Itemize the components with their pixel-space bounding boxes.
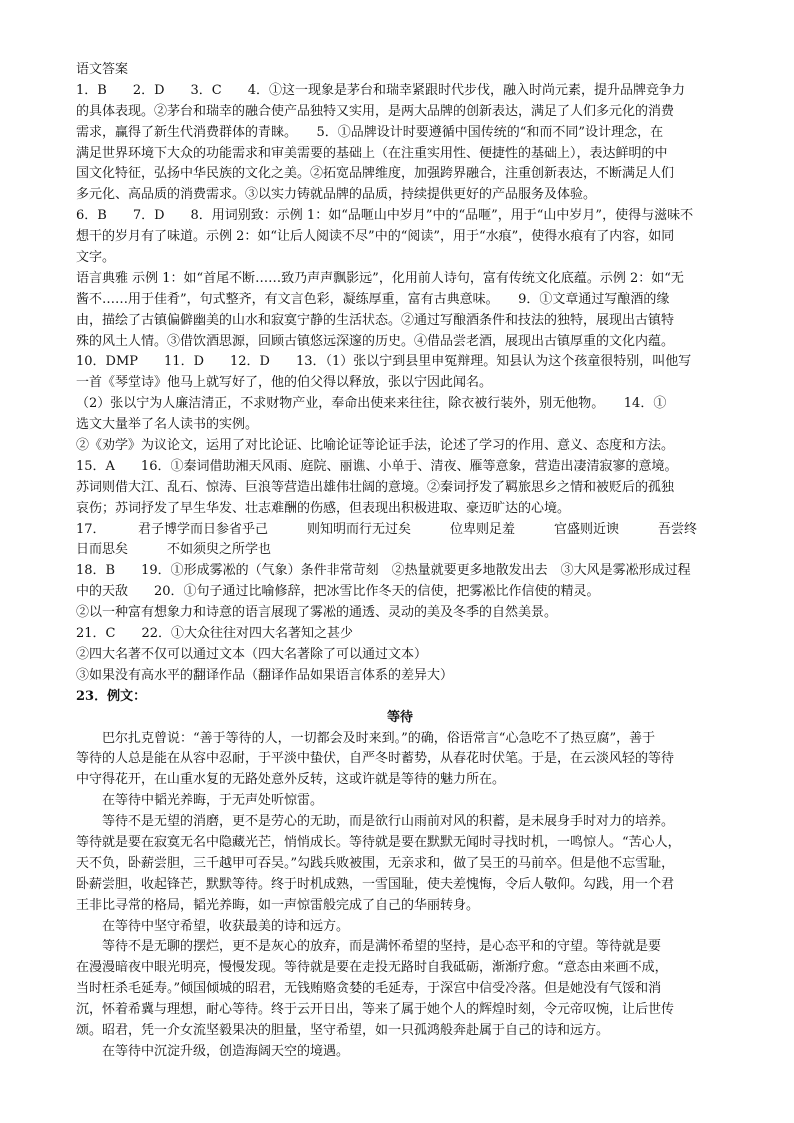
- essay-subheading: 在等待中韬光养晦，于无声处听惊雷。: [102, 793, 324, 809]
- essay-paragraph-line: 等待不是无望的消磨，更不是劳心的无助，而是欲行山雨前对风的积蓄，是未展身手时对力的培养。: [102, 814, 675, 830]
- essay-subheading: 在等待中坚守希望，收获最美的诗和远方。: [102, 918, 350, 934]
- text-line: 语言典雅 示例 1：如“首尾不断……致乃声声飘影远”，化用前人诗句，富有传统文化底蕴。示例 2：如“无: [76, 270, 684, 286]
- text-line: 21．C 22．①大众往往对四大名著知之甚少: [76, 626, 354, 642]
- text-line: 满足世界环境下大众的功能需求和审美需要的基础上（在注重实用性、便捷性的基础上），表达鲜明的中: [76, 145, 668, 161]
- text-line: ③如果没有高水平的翻译作品（翻译作品如果语言体系的差异大）: [76, 667, 454, 683]
- text-line: 选文大量举了名人读书的实例。: [76, 417, 259, 433]
- text-line: 18．B 19．①形成雾凇的（气象）条件非常苛刻 ②热量就要更多地散发出去 ③大风是雾凇形成过程: [76, 563, 691, 579]
- essay-paragraph-line: 中守得花开，在山重水复的无路处意外反转，这或许就是等待的魅力所在。: [76, 772, 506, 788]
- answer-document: [76, 60, 724, 1063]
- essay-paragraph-line: 王非比寻常的格局，韬光养晦，如一声惊雷般完成了自己的华丽转身。: [76, 897, 480, 913]
- text-line: 多元化、高品质的消费需求。③以实力铸就品牌的品质，持续提供更好的产品服务及体验。: [76, 187, 597, 203]
- text-line: ②以一种富有想象力和诗意的语言展现了雾凇的通透、灵动的美及冬季的自然美景。: [76, 605, 558, 621]
- essay-subheading: 在等待中沉淀升级，创造海阔天空的境遇。: [102, 1043, 350, 1059]
- text-line: 哀伤；苏词抒发了早生华发、壮志难酬的伤感，但表现出积极进取、豪迈旷达的心境。: [76, 500, 571, 516]
- text-line: 中的天敌 20．①句子通过比喻修辞，把冰雪比作冬天的信使，把雾凇比作信使的精灵。: [76, 584, 600, 600]
- text-line: ②四大名著不仅可以通过文本（四大名著除了可以通过文本）: [76, 646, 428, 662]
- text-line: 17． 君子博学而日参省乎己 则知明而行无过矣 位卑则足羞 官盛则近谀 吾尝终: [76, 521, 698, 537]
- text-line: 文字。: [76, 250, 116, 266]
- essay-paragraph-line: 天不负，卧薪尝胆，三千越甲可吞吴。”勾践兵败被围，无亲求和，做了吴王的马前卒。但是他不忘雪耻，: [76, 855, 675, 871]
- text-line: 酱不……用于佳肴”，句式整齐，有文言色彩，凝练厚重，富有古典意味。 9．①文章通过写酿酒的缘: [76, 291, 670, 307]
- essay-paragraph-line: 等待的人总是能在从容中忍耐，于平淡中蛰伏，自严冬时蓄势，从春花时伏笔。于是，在云淡风轻的等待: [76, 751, 675, 767]
- essay-paragraph-line: 颂。昭君，凭一介女流坚毅果决的胆量，坚守希望，如一只孤鸿般奔赴属于自己的诗和远方。: [76, 1022, 610, 1038]
- text-line: 6．B 7．D 8．用词别致：示例 1：如“品咂山中岁月”中的“品咂”，用于“山中岁月”，使得与滋味不: [76, 208, 694, 224]
- essay-label: 23．例文：: [76, 688, 147, 704]
- text-line: 国文化特征，弘扬中华民族的文化之美。②拓宽品牌维度，加强跨界融合，注重创新表达，不断满足人们: [76, 166, 675, 182]
- text-line: 日而思矣 不如须臾之所学也: [76, 542, 272, 558]
- text-line: 1．B 2．D 3．C 4．①这一现象是茅台和瑞幸紧跟时代步伐，融入时尚元素，提升品牌竞争力: [76, 82, 686, 98]
- text-line: （2）张以宁为人廉洁清正，不求财物产业，奉命出使来来往往，除衣被行装外，别无他物。 14．①: [76, 396, 667, 412]
- text-line: 一首《琴堂诗》他马上就写好了，他的伯父得以释放，张以宁因此闻名。: [76, 375, 493, 391]
- text-line: 想干的岁月有了味道。示例 2：如“让后人阅读不尽”中的“阅读”，用于“水痕”，使得水痕有了内容，如同: [76, 229, 675, 245]
- essay-paragraph-line: 当时枉杀毛延寿。”倾国倾城的昭君，无钱贿赂贪婪的毛延寿，于深宫中信受冷落。但是她没有气馁和消: [76, 981, 662, 997]
- essay-paragraph-line: 巴尔扎克曾说：“善于等待的人，一切都会及时来到。”的确，俗语常言“心急吃不了热豆腐”，善于: [102, 730, 656, 746]
- text-line: 需求，赢得了新生代消费群体的青睐。 5．①品牌设计时要遵循中国传统的“和而不同”设计理念，在: [76, 124, 664, 140]
- text-line: ②《劝学》为议论文，运用了对比论证、比喻论证等论证手法，论述了学习的作用、意义、态度和方法。: [76, 438, 675, 454]
- essay-paragraph-line: 在漫漫暗夜中眼光明亮，慢慢发现。等待就是要在走投无路时自我砥砺，渐渐疗愈。“意态由来画不成，: [76, 960, 668, 976]
- essay-paragraph-line: 等待不是无聊的摆烂，更不是灰心的放弃，而是满怀希望的坚持，是心态平和的守望。等待就是要: [102, 939, 662, 955]
- text-line: 10．DMP 11．D 12．D 13．（1）张以宁到县里申冤辩理。知县认为这个孩童很特别，叫他写: [76, 354, 692, 370]
- doc-title: 语文答案: [76, 62, 129, 77]
- essay-paragraph-line: 卧薪尝胆，收起锋芒，默默等待。终于时机成熟，一雪国耻，使夫差愧悔，令后人敬仰。勾践，用一个君: [76, 876, 675, 892]
- essay-paragraph-line: 等待就是要在寂寞无名中隐藏光芒，悄悄成长。等待就是要在默默无闻时寻找时机，一鸣惊人。“苦心人，: [76, 834, 681, 850]
- text-line: 由，描绘了古镇偏僻幽美的山水和寂寞宁静的生活状态。②通过写酿酒条件和技法的独特，展现出古镇特: [76, 312, 675, 328]
- essay-title: 等待: [386, 709, 413, 725]
- text-line: 苏词则借大江、乱石、惊涛、巨浪等营造出雄伟壮阔的意境。②秦词抒发了羁旅思乡之情和被贬后的孤独: [76, 479, 675, 495]
- text-line: 殊的风土人情。③借饮酒思源，回顾古镇悠远深邃的历史。④借品尝老酒，展现出古镇厚重的文化内蕴。: [76, 333, 675, 349]
- text-line: 15．A 16．①秦词借助湘天风雨、庭院、丽谯、小单于、清夜、雁等意象，营造出凄清寂寥的意境。: [76, 458, 678, 474]
- essay-paragraph-line: 沉，怀着希冀与理想，耐心等待。终于云开日出，等来了属于她个人的辉煌时刻，令元帝叹惋，让后世传: [76, 1002, 675, 1018]
- text-line: 的具体表现。②茅台和瑞幸的融合使产品独特又实用，是两大品牌的创新表达，满足了人们多元化的消费: [76, 103, 675, 119]
